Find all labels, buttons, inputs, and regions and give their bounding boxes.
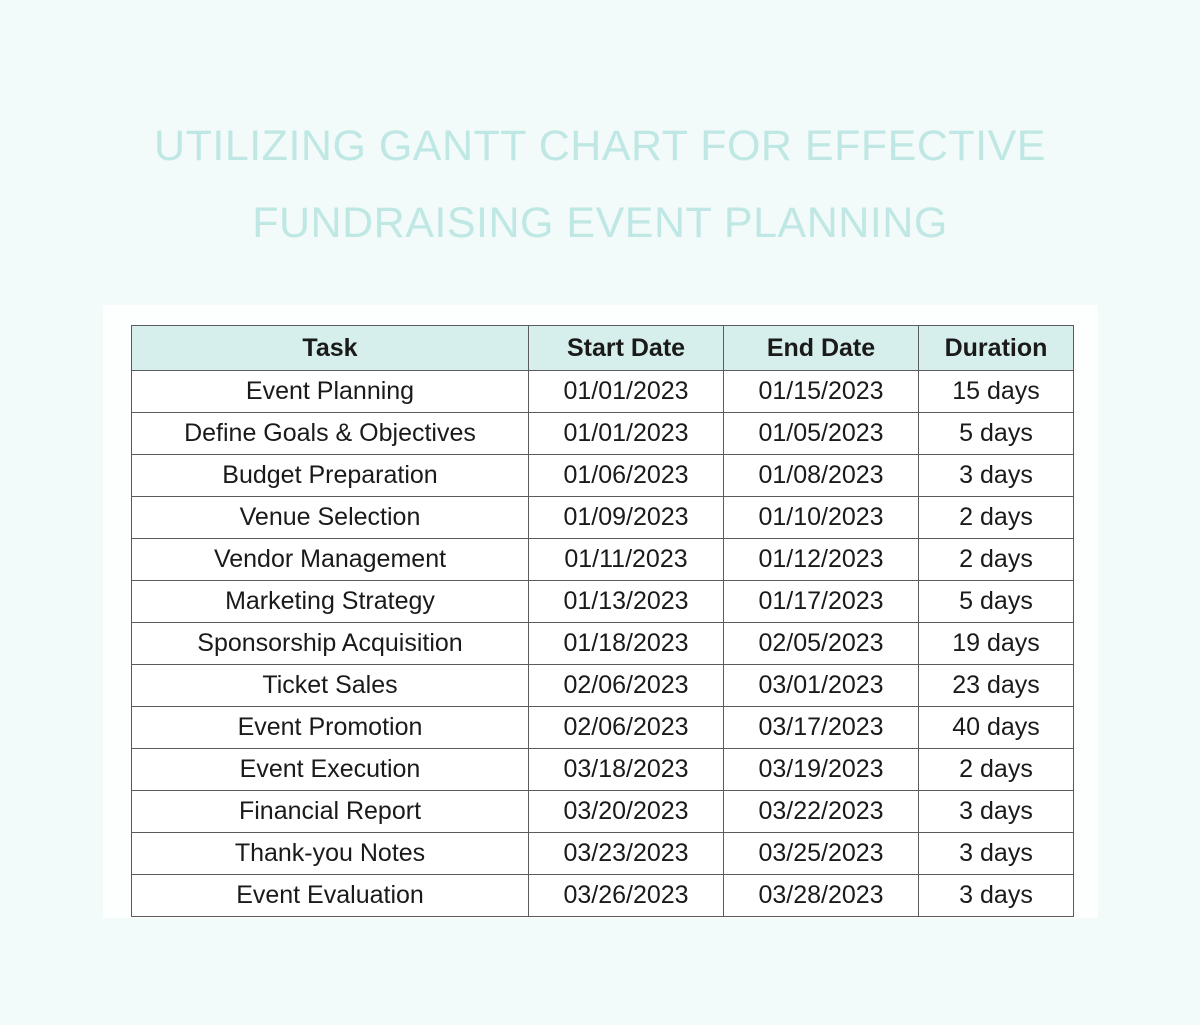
cell-start-date: 02/06/2023 bbox=[529, 665, 724, 707]
cell-start-date: 01/13/2023 bbox=[529, 581, 724, 623]
cell-end-date: 01/08/2023 bbox=[724, 455, 919, 497]
column-header-end-date: End Date bbox=[724, 326, 919, 371]
cell-task: Define Goals & Objectives bbox=[132, 413, 529, 455]
cell-duration: 5 days bbox=[919, 581, 1074, 623]
table-row bbox=[132, 833, 1074, 875]
table-row bbox=[132, 371, 1074, 413]
cell-task: Vendor Management bbox=[132, 539, 529, 581]
table-body bbox=[132, 371, 1074, 917]
cell-task: Event Execution bbox=[132, 749, 529, 791]
cell-task: Event Promotion bbox=[132, 707, 529, 749]
cell-task: Budget Preparation bbox=[132, 455, 529, 497]
cell-end-date: 03/28/2023 bbox=[724, 875, 919, 917]
cell-duration: 3 days bbox=[919, 791, 1074, 833]
cell-duration: 3 days bbox=[919, 833, 1074, 875]
cell-end-date: 01/05/2023 bbox=[724, 413, 919, 455]
cell-end-date: 01/10/2023 bbox=[724, 497, 919, 539]
table-row bbox=[132, 707, 1074, 749]
cell-end-date: 03/01/2023 bbox=[724, 665, 919, 707]
cell-duration: 3 days bbox=[919, 455, 1074, 497]
table-row bbox=[132, 455, 1074, 497]
cell-duration: 19 days bbox=[919, 623, 1074, 665]
cell-start-date: 03/26/2023 bbox=[529, 875, 724, 917]
table-row bbox=[132, 581, 1074, 623]
cell-start-date: 03/23/2023 bbox=[529, 833, 724, 875]
table-row bbox=[132, 413, 1074, 455]
cell-start-date: 03/18/2023 bbox=[529, 749, 724, 791]
table-row bbox=[132, 623, 1074, 665]
gantt-task-table bbox=[131, 325, 1074, 917]
cell-start-date: 01/01/2023 bbox=[529, 413, 724, 455]
cell-duration: 15 days bbox=[919, 371, 1074, 413]
table-row bbox=[132, 539, 1074, 581]
cell-duration: 2 days bbox=[919, 539, 1074, 581]
cell-task: Financial Report bbox=[132, 791, 529, 833]
cell-end-date: 03/25/2023 bbox=[724, 833, 919, 875]
cell-task: Thank-you Notes bbox=[132, 833, 529, 875]
table-wrapper bbox=[131, 325, 1074, 917]
page-title: UTILIZING GANTT CHART FOR EFFECTIVE FUNDRAISING EVENT PLANNING bbox=[154, 122, 1046, 247]
cell-end-date: 01/17/2023 bbox=[724, 581, 919, 623]
table-row bbox=[132, 749, 1074, 791]
sheet-panel bbox=[103, 305, 1098, 918]
cell-duration: 5 days bbox=[919, 413, 1074, 455]
cell-end-date: 01/15/2023 bbox=[724, 371, 919, 413]
cell-end-date: 03/17/2023 bbox=[724, 707, 919, 749]
column-header-task: Task bbox=[132, 326, 529, 371]
cell-end-date: 01/12/2023 bbox=[724, 539, 919, 581]
cell-end-date: 03/19/2023 bbox=[724, 749, 919, 791]
cell-task: Event Evaluation bbox=[132, 875, 529, 917]
cell-duration: 3 days bbox=[919, 875, 1074, 917]
table-row bbox=[132, 497, 1074, 539]
cell-task: Venue Selection bbox=[132, 497, 529, 539]
cell-duration: 2 days bbox=[919, 749, 1074, 791]
cell-start-date: 02/06/2023 bbox=[529, 707, 724, 749]
table-row bbox=[132, 665, 1074, 707]
cell-start-date: 01/01/2023 bbox=[529, 371, 724, 413]
cell-start-date: 01/06/2023 bbox=[529, 455, 724, 497]
cell-duration: 40 days bbox=[919, 707, 1074, 749]
cell-task: Ticket Sales bbox=[132, 665, 529, 707]
cell-duration: 23 days bbox=[919, 665, 1074, 707]
cell-start-date: 03/20/2023 bbox=[529, 791, 724, 833]
cell-duration: 2 days bbox=[919, 497, 1074, 539]
table-row bbox=[132, 791, 1074, 833]
cell-start-date: 01/09/2023 bbox=[529, 497, 724, 539]
cell-end-date: 03/22/2023 bbox=[724, 791, 919, 833]
cell-end-date: 02/05/2023 bbox=[724, 623, 919, 665]
cell-task: Marketing Strategy bbox=[132, 581, 529, 623]
table-row bbox=[132, 875, 1074, 917]
column-header-duration: Duration bbox=[919, 326, 1074, 371]
cell-task: Sponsorship Acquisition bbox=[132, 623, 529, 665]
cell-start-date: 01/11/2023 bbox=[529, 539, 724, 581]
cell-task: Event Planning bbox=[132, 371, 529, 413]
cell-start-date: 01/18/2023 bbox=[529, 623, 724, 665]
column-header-start-date: Start Date bbox=[529, 326, 724, 371]
table-header-row bbox=[132, 326, 1074, 371]
